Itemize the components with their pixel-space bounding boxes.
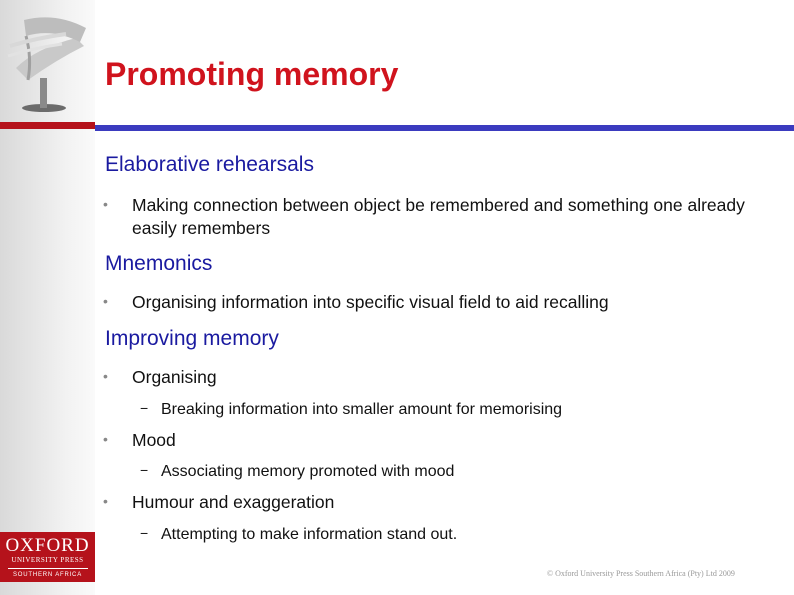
slide-title: Promoting memory: [105, 56, 399, 92]
sub-bullet-text: Breaking information into smaller amount for memorising: [161, 401, 563, 418]
bullet-marker: •: [103, 368, 108, 384]
bullet-text: Organising: [132, 367, 217, 387]
bullet-text: Mood: [132, 430, 176, 450]
title-underline: [95, 125, 794, 131]
bullet-text: Humour and exaggeration: [132, 492, 335, 512]
bullet-marker: •: [103, 493, 108, 509]
sub-bullet-marker: −: [140, 525, 149, 541]
copyright-notice: © Oxford University Press Southern Africa (Pty) Ltd 2009: [547, 569, 735, 578]
bullet-text: Organising information into specific visual field to aid recalling: [132, 292, 609, 312]
oxford-logo: [0, 532, 95, 582]
bullet-marker: •: [103, 196, 108, 212]
section-heading-elaborative: Elaborative rehearsals: [105, 153, 314, 176]
sidebar-accent-bar: [0, 122, 95, 129]
chair-image: [6, 8, 90, 116]
bullet-marker: •: [103, 293, 108, 309]
bullet-marker: •: [103, 431, 108, 447]
sub-bullet-text: Attempting to make information stand out.: [161, 526, 458, 543]
logo-line-1: OXFORD: [5, 534, 90, 556]
section-heading-improving-memory: Improving memory: [105, 327, 279, 350]
bullet-text: Making connection between object be remembered and something one already easily remembers: [132, 195, 745, 238]
logo-line-3: SOUTHERN AFRICA: [12, 571, 82, 578]
logo-line-2: UNIVERSITY PRESS: [11, 555, 84, 564]
sub-bullet-text: Associating memory promoted with mood: [161, 463, 455, 480]
sub-bullet-marker: −: [140, 400, 149, 416]
sub-bullet-marker: −: [140, 462, 149, 478]
logo-divider: [8, 568, 88, 569]
left-sidebar: [0, 0, 95, 595]
section-heading-mnemonics: Mnemonics: [105, 252, 213, 275]
